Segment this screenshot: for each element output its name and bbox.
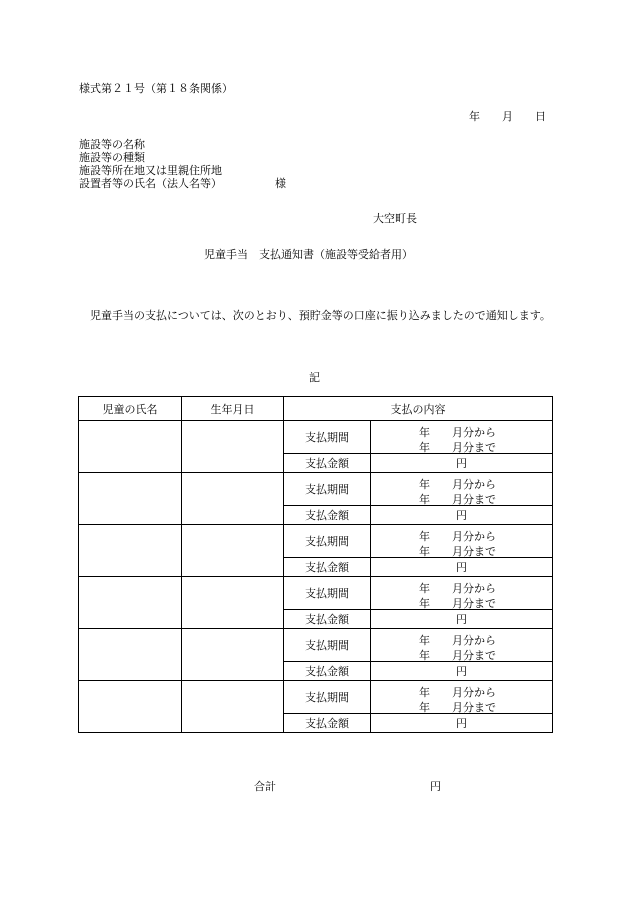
table-header-row	[79, 397, 553, 421]
amount-value: 円	[371, 714, 553, 733]
date-line	[469, 111, 546, 122]
amount-label: 支払金額	[284, 610, 371, 629]
period-to-year: 年	[419, 597, 430, 610]
amount-value: 円	[371, 454, 553, 473]
birth-date-cell	[182, 681, 284, 733]
table-row	[79, 577, 553, 610]
birth-date-cell	[182, 629, 284, 681]
birth-date-cell	[182, 473, 284, 525]
period-value-cell	[371, 421, 553, 454]
amount-value: 円	[371, 610, 553, 629]
table-row	[79, 629, 553, 662]
period-label: 支払期間	[284, 525, 371, 558]
period-to-text: 月分まで	[452, 441, 496, 454]
period-from-year: 年	[419, 582, 430, 595]
table-row	[79, 525, 553, 558]
amount-label: 支払金額	[284, 714, 371, 733]
date-day: 日	[535, 110, 546, 123]
period-to-text: 月分まで	[452, 649, 496, 662]
amount-value: 円	[371, 506, 553, 525]
period-label: 支払期間	[284, 681, 371, 714]
addressee-block	[79, 138, 286, 190]
amount-label: 支払金額	[284, 662, 371, 681]
child-name-cell	[79, 421, 182, 473]
period-value-cell	[371, 577, 553, 610]
period-to-year: 年	[419, 545, 430, 558]
child-name-cell	[79, 525, 182, 577]
period-to-year: 年	[419, 493, 430, 506]
period-to-year: 年	[419, 649, 430, 662]
period-to-text: 月分まで	[452, 545, 496, 558]
total-label: 合計	[254, 780, 276, 793]
period-to-year: 年	[419, 701, 430, 714]
period-label: 支払期間	[284, 629, 371, 662]
amount-label: 支払金額	[284, 506, 371, 525]
period-value-cell	[371, 629, 553, 662]
amount-label: 支払金額	[284, 558, 371, 577]
total-unit: 円	[430, 780, 441, 793]
document-title: 児童手当 支払通知書（施設等受給者用）	[204, 248, 413, 261]
table-row	[79, 473, 553, 506]
facility-type-label: 施設等の種類	[79, 151, 145, 164]
header-child-name: 児童の氏名	[79, 397, 182, 421]
period-from-text: 月分から	[452, 634, 496, 647]
birth-date-cell	[182, 525, 284, 577]
header-birth-date: 生年月日	[182, 397, 284, 421]
birth-date-cell	[182, 577, 284, 629]
facility-name-label: 施設等の名称	[79, 138, 145, 151]
date-year: 年	[469, 110, 480, 123]
amount-label: 支払金額	[284, 454, 371, 473]
child-name-cell	[79, 473, 182, 525]
period-to-text: 月分まで	[452, 493, 496, 506]
payment-table	[78, 396, 553, 733]
period-from-text: 月分から	[452, 478, 496, 491]
amount-value: 円	[371, 662, 553, 681]
form-number: 様式第２１号（第１８条関係）	[79, 82, 233, 95]
period-from-text: 月分から	[452, 582, 496, 595]
period-value-cell	[371, 525, 553, 558]
issuer: 大空町長	[373, 212, 417, 225]
ki-heading: 記	[309, 371, 320, 384]
period-from-text: 月分から	[452, 686, 496, 699]
period-label: 支払期間	[284, 473, 371, 506]
period-value-cell	[371, 681, 553, 714]
period-from-text: 月分から	[452, 426, 496, 439]
table-body	[79, 421, 553, 733]
date-month: 月	[502, 110, 513, 123]
child-name-cell	[79, 629, 182, 681]
period-to-text: 月分まで	[452, 701, 496, 714]
period-value-cell	[371, 473, 553, 506]
period-to-text: 月分まで	[452, 597, 496, 610]
location-label: 施設等所在地又は里親住所地	[79, 164, 222, 177]
period-from-year: 年	[419, 530, 430, 543]
body-text: 児童手当の支払については、次のとおり、預貯金等の口座に振り込みましたので通知します。	[90, 309, 551, 322]
period-from-year: 年	[419, 478, 430, 491]
header-payment-content: 支払の内容	[284, 397, 553, 421]
honorific: 様	[275, 177, 286, 190]
period-from-year: 年	[419, 634, 430, 647]
child-name-cell	[79, 577, 182, 629]
period-from-year: 年	[419, 686, 430, 699]
child-name-cell	[79, 681, 182, 733]
period-from-year: 年	[419, 426, 430, 439]
period-label: 支払期間	[284, 421, 371, 454]
founder-label: 設置者等の氏名（法人名等）	[79, 177, 222, 190]
table-row	[79, 421, 553, 454]
birth-date-cell	[182, 421, 284, 473]
amount-value: 円	[371, 558, 553, 577]
period-from-text: 月分から	[452, 530, 496, 543]
period-label: 支払期間	[284, 577, 371, 610]
period-to-year: 年	[419, 441, 430, 454]
table-row	[79, 681, 553, 714]
